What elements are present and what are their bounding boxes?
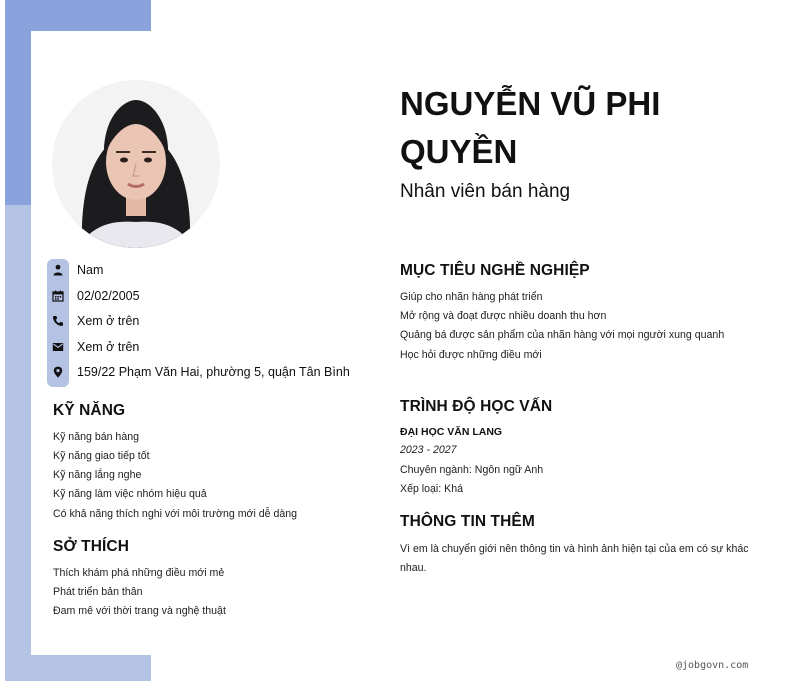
job-title: Nhân viên bán hàng xyxy=(400,181,571,202)
candidate-name: NGUYỄN VŨ PHI QUYỀN xyxy=(400,85,661,170)
contact-email-text: Xem ở trên xyxy=(77,340,140,354)
watermark: @jobgovn.com xyxy=(676,660,749,671)
person-icon xyxy=(47,259,69,281)
skill-item: Kỹ năng giao tiếp tốt xyxy=(53,450,150,462)
education-title: TRÌNH ĐỘ HỌC VẤN xyxy=(400,398,553,415)
email-icon xyxy=(47,336,69,358)
phone-icon xyxy=(47,310,69,332)
contact-phone-text: Xem ở trên xyxy=(77,314,140,328)
hobby-item: Phát triển bản thân xyxy=(53,586,143,598)
contact-gender-text: Nam xyxy=(77,263,104,277)
skill-item: Kỹ năng bán hàng xyxy=(53,431,140,443)
objective-item: Học hỏi được những điều mới xyxy=(400,349,542,361)
location-pin-icon xyxy=(47,361,69,383)
contact-gender xyxy=(47,259,377,281)
contact-phone xyxy=(47,310,377,332)
skill-item: Có khả năng thích nghi với môi trường mới dễ dàng xyxy=(53,508,298,520)
education-school: ĐẠI HỌC VĂN LANG xyxy=(400,426,503,438)
extra-info-title: THÔNG TIN THÊM xyxy=(400,513,535,530)
contact-email xyxy=(47,336,377,358)
contact-address xyxy=(47,361,377,383)
education-grade: Xếp loại: Khá xyxy=(400,483,464,495)
contact-address-text: 159/22 Phạm Văn Hai, phường 5, quận Tân Bình xyxy=(77,365,350,379)
contact-birthdate-text: 02/02/2005 xyxy=(77,289,140,303)
hobby-item: Đam mê với thời trang và nghệ thuật xyxy=(53,605,226,617)
skill-item: Kỹ năng làm việc nhóm hiệu quả xyxy=(53,488,207,500)
contact-birthdate xyxy=(47,285,377,307)
education-major: Chuyên ngành: Ngôn ngữ Anh xyxy=(400,464,544,476)
objective-item: Mở rộng và đoạt được nhiều doanh thu hơn xyxy=(400,310,607,322)
hobby-item: Thích khám phá những điều mới mẻ xyxy=(53,567,225,579)
skills-title: KỸ NĂNG xyxy=(53,402,126,419)
education-years: 2023 - 2027 xyxy=(400,444,457,456)
calendar-icon xyxy=(47,285,69,307)
skill-item: Kỹ năng lắng nghe xyxy=(53,469,142,481)
profile-photo xyxy=(52,80,220,248)
hobbies-title: SỞ THÍCH xyxy=(53,538,130,555)
objective-title: MỤC TIÊU NGHỀ NGHIỆP xyxy=(400,262,590,279)
extra-info-text: Vì em là chuyển giới nên thông tin và hình ảnh hiện tại của em có sự khác nhau. xyxy=(400,543,749,574)
objective-item: Giúp cho nhãn hàng phát triển xyxy=(400,291,543,303)
objective-item: Quảng bá được sản phẩm của nhãn hàng với mọi người xung quanh xyxy=(400,329,725,341)
